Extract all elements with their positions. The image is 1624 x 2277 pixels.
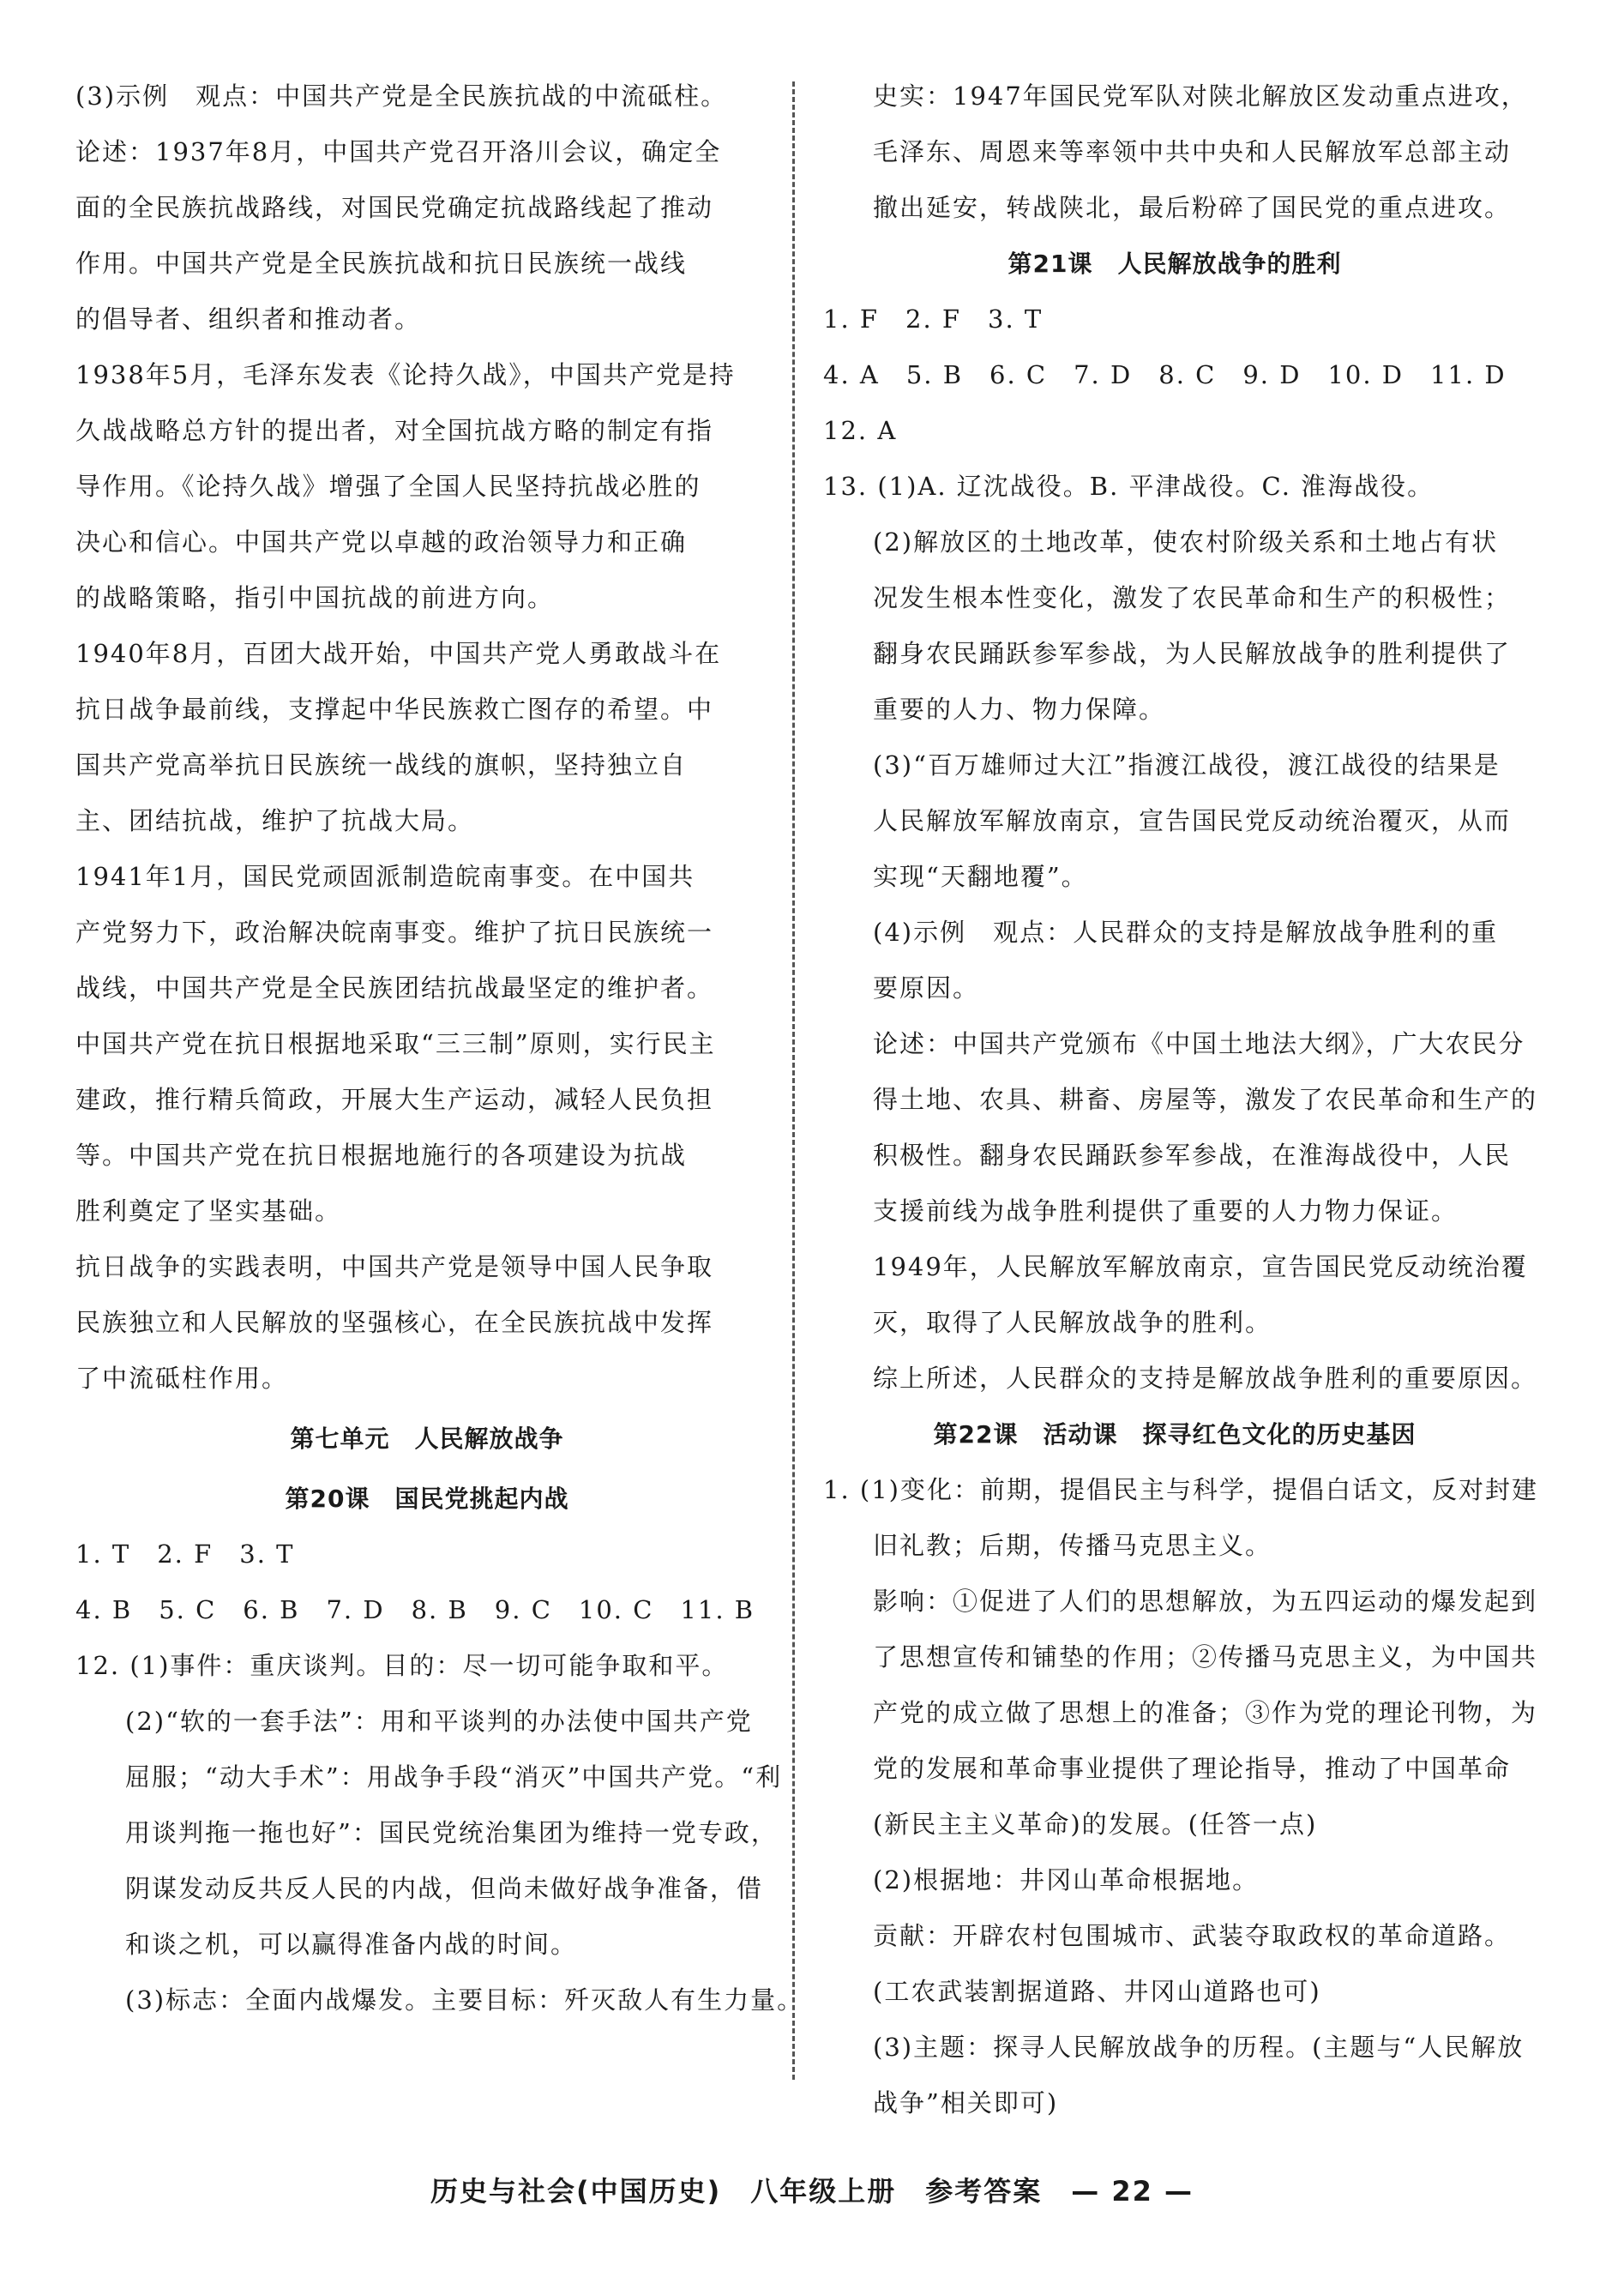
answer-line: 要原因。 <box>873 973 980 1003</box>
answer-line: 作用。中国共产党是全民族抗战和抗日民族统一战线 <box>75 249 688 278</box>
answer-line: 主、团结抗战，维护了抗战大局。 <box>75 806 475 835</box>
answer-line: 的战略策略，指引中国抗战的前进方向。 <box>75 583 555 612</box>
answer-line: (3)主题：探寻人民解放战争的历程。(主题与“人民解放 <box>873 2033 1525 2062</box>
left-column <box>75 69 804 2028</box>
answer-line: 民族独立和人民解放的坚强核心，在全民族抗战中发挥 <box>75 1308 714 1337</box>
answer-line: 史实：1947年国民党军队对陕北解放区发动重点进攻， <box>873 81 1528 111</box>
answer-line: 1. F 2. F 3. T <box>823 304 1044 334</box>
answer-line: 建政，推行精兵简政，开展大生产运动，减轻人民负担 <box>75 1085 714 1114</box>
answer-line: 战争”相关即可) <box>873 2088 1059 2117</box>
answer-line: 1. (1)变化：前期，提倡民主与科学，提倡白话文，反对封建 <box>823 1475 1538 1504</box>
answer-line: 1. T 2. F 3. T <box>75 1539 295 1569</box>
page-footer: 历史与社会(中国历史) 八年级上册 参考答案 — 22 — <box>430 2175 1194 2208</box>
answer-line: 实现“天翻地覆”。 <box>873 862 1088 891</box>
answer-line: 灭，取得了人民解放战争的胜利。 <box>873 1308 1272 1337</box>
answer-line: 胜利奠定了坚实基础。 <box>75 1196 342 1226</box>
answer-line: (2)根据地：井冈山革命根据地。 <box>873 1865 1260 1894</box>
answer-line: 国共产党高举抗日民族统一战线的旗帜，坚持独立自 <box>75 750 688 780</box>
answer-line: (4)示例 观点：人民群众的支持是解放战争胜利的重 <box>873 918 1499 947</box>
answer-line: 得土地、农具、耕畜、房屋等，激发了农民革命和生产的 <box>873 1085 1538 1114</box>
lesson-heading: 第21课 人民解放战争的胜利 <box>1007 250 1342 278</box>
answer-line: (3)“百万雄师过大江”指渡江战役，渡江战役的结果是 <box>873 750 1501 780</box>
answer-line: 综上所述，人民群众的支持是解放战争胜利的重要原因。 <box>873 1364 1538 1393</box>
lesson-heading: 第22课 活动课 探寻红色文化的历史基因 <box>933 1420 1416 1449</box>
answer-line: 13. (1)A. 辽沈战役。B. 平津战役。C. 淮海战役。 <box>823 472 1435 501</box>
answer-line: 和谈之机，可以赢得准备内战的时间。 <box>125 1930 578 1959</box>
answer-line: 产党的成立做了思想上的准备；③作为党的理论刊物，为 <box>873 1698 1538 1727</box>
answer-line: 用谈判拖一拖也好”：国民党统治集团为维持一党专政， <box>125 1818 778 1847</box>
answer-line: 了思想宣传和铺垫的作用；②传播马克思主义，为中国共 <box>873 1642 1538 1672</box>
answer-line: 导作用。《论持久战》增强了全国人民坚持抗战必胜的 <box>75 472 701 501</box>
answer-line: 的倡导者、组织者和推动者。 <box>75 304 422 334</box>
answer-line: 论述：1937年8月，中国共产党召开洛川会议，确定全 <box>75 137 722 166</box>
right-column <box>823 69 1538 2131</box>
answer-line: 人民解放军解放南京，宣告国民党反动统治覆灭，从而 <box>873 806 1512 835</box>
answer-line: 中国共产党在抗日根据地采取“三三制”原则，实行民主 <box>75 1029 716 1058</box>
answer-line: 决心和信心。中国共产党以卓越的政治领导力和正确 <box>75 527 688 557</box>
answer-line: 旧礼教；后期，传播马克思主义。 <box>873 1531 1272 1560</box>
answer-line: 4. B 5. C 6. B 7. D 8. B 9. C 10. C 11. B <box>75 1595 755 1624</box>
answer-line: 抗日战争最前线，支撑起中华民族救亡图存的希望。中 <box>75 695 714 724</box>
answer-line: (3)示例 观点：中国共产党是全民族抗战的中流砥柱。 <box>75 81 728 111</box>
answer-line: 翻身农民踊跃参军参战，为人民解放战争的胜利提供了 <box>873 639 1512 668</box>
answer-line: 1949年，人民解放军解放南京，宣告国民党反动统治覆 <box>873 1252 1528 1281</box>
answer-line: 况发生根本性变化，激发了农民革命和生产的积极性； <box>873 583 1512 612</box>
answer-line: 屈服；“动大手术”：用战争手段“消灭”中国共产党。“利 <box>125 1762 783 1792</box>
answer-line: 1938年5月，毛泽东发表《论持久战》，中国共产党是持 <box>75 360 736 389</box>
answer-line: (新民主主义革命)的发展。(任答一点) <box>873 1810 1318 1839</box>
answer-line: 影响：①促进了人们的思想解放，为五四运动的爆发起到 <box>873 1587 1538 1616</box>
answer-line: 党的发展和革命事业提供了理论指导，推动了中国革命 <box>873 1754 1512 1783</box>
answer-line: 论述：中国共产党颁布《中国土地法大纲》，广大农民分 <box>873 1029 1525 1058</box>
answer-line: (工农武装割据道路、井冈山道路也可) <box>873 1977 1321 2006</box>
answer-line: 阴谋发动反共反人民的内战，但尚未做好战争准备，借 <box>125 1874 764 1903</box>
answer-line: 面的全民族抗战路线，对国民党确定抗战路线起了推动 <box>75 193 714 222</box>
answer-line: 了中流砥柱作用。 <box>75 1364 289 1393</box>
unit-heading: 第七单元 人民解放战争 <box>290 1425 564 1453</box>
answer-line: (2)解放区的土地改革，使农村阶级关系和土地占有状 <box>873 527 1499 557</box>
answer-line: (2)“软的一套手法”：用和平谈判的办法使中国共产党 <box>125 1707 753 1736</box>
answer-line: 4. A 5. B 6. C 7. D 8. C 9. D 10. D 11. D <box>823 360 1507 389</box>
answer-line: 毛泽东、周恩来等率领中共中央和人民解放军总部主动 <box>873 137 1512 166</box>
lesson-heading: 第20课 国民党挑起内战 <box>285 1485 569 1513</box>
answer-line: 贡献：开辟农村包围城市、武装夺取政权的革命道路。 <box>873 1921 1512 1950</box>
answer-line: 战线，中国共产党是全民族团结抗战最坚定的维护者。 <box>75 973 714 1003</box>
answer-line: 1940年8月，百团大战开始，中国共产党人勇敢战斗在 <box>75 639 722 668</box>
answer-line: 撤出延安，转战陕北，最后粉碎了国民党的重点进攻。 <box>873 193 1512 222</box>
answer-line: 积极性。翻身农民踊跃参军参战，在淮海战役中，人民 <box>873 1141 1512 1170</box>
answer-line: 产党努力下，政治解决皖南事变。维护了抗日民族统一 <box>75 918 714 947</box>
answer-line: 重要的人力、物力保障。 <box>873 695 1166 724</box>
answer-line: 抗日战争的实践表明，中国共产党是领导中国人民争取 <box>75 1252 714 1281</box>
answer-line: (3)标志：全面内战爆发。主要目标：歼灭敌人有生力量。 <box>125 1985 804 2015</box>
answer-line: 久战战略总方针的提出者，对全国抗战方略的制定有指 <box>75 416 714 445</box>
column-divider <box>792 81 795 2080</box>
answer-line: 12. A <box>823 416 898 445</box>
answer-line: 1941年1月，国民党顽固派制造皖南事变。在中国共 <box>75 862 695 891</box>
answer-line: 支援前线为战争胜利提供了重要的人力物力保证。 <box>873 1196 1459 1226</box>
answer-line: 等。中国共产党在抗日根据地施行的各项建设为抗战 <box>75 1141 688 1170</box>
answer-line: 12. (1)事件：重庆谈判。目的：尽一切可能争取和平。 <box>75 1651 729 1680</box>
